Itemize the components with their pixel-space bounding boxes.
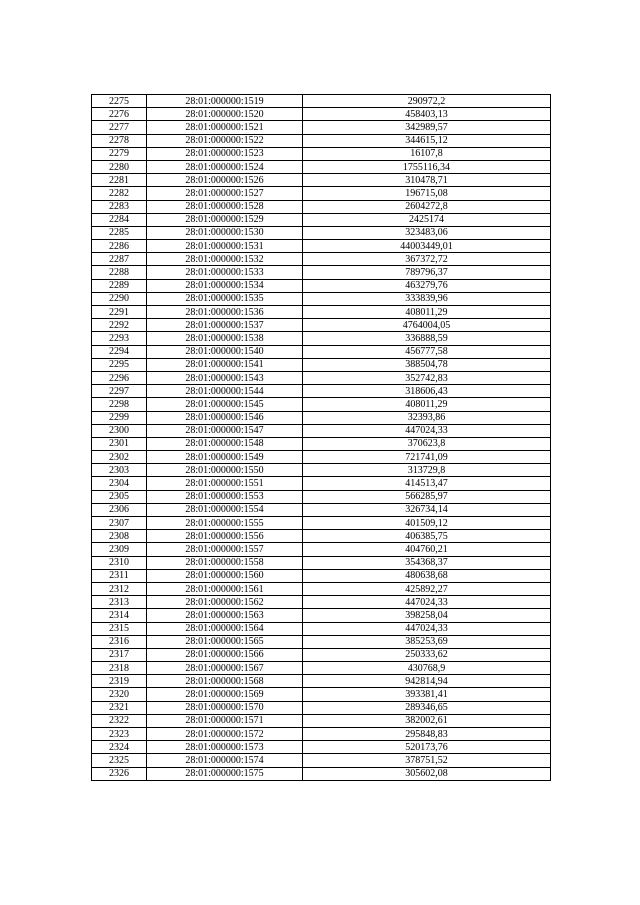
value-cell: 789796,37 [303, 266, 551, 279]
table-row [92, 741, 551, 754]
cadastral-number-cell: 28:01:000000:1547 [147, 424, 303, 437]
value-cell: 305602,08 [303, 767, 551, 780]
table-row [92, 662, 551, 675]
cadastral-number-cell: 28:01:000000:1557 [147, 543, 303, 556]
cadastral-number-cell: 28:01:000000:1553 [147, 490, 303, 503]
table-row [92, 332, 551, 345]
value-cell: 289346,65 [303, 701, 551, 714]
table-row [92, 596, 551, 609]
table-row [92, 424, 551, 437]
row-number-cell: 2310 [92, 556, 147, 569]
table-row [92, 701, 551, 714]
table-row [92, 147, 551, 160]
table-row [92, 253, 551, 266]
row-number-cell: 2279 [92, 147, 147, 160]
table-row [92, 174, 551, 187]
row-number-cell: 2308 [92, 530, 147, 543]
cadastral-number-cell: 28:01:000000:1541 [147, 358, 303, 371]
cadastral-number-cell: 28:01:000000:1543 [147, 371, 303, 384]
cadastral-number-cell: 28:01:000000:1535 [147, 292, 303, 305]
row-number-cell: 2309 [92, 543, 147, 556]
row-number-cell: 2312 [92, 582, 147, 595]
cadastral-number-cell: 28:01:000000:1558 [147, 556, 303, 569]
value-cell: 393381,41 [303, 688, 551, 701]
row-number-cell: 2322 [92, 714, 147, 727]
value-cell: 406385,75 [303, 530, 551, 543]
cadastral-number-cell: 28:01:000000:1520 [147, 108, 303, 121]
value-cell: 336888,59 [303, 332, 551, 345]
value-cell: 2425174 [303, 213, 551, 226]
table-row [92, 240, 551, 253]
cadastral-value-table [91, 94, 551, 781]
row-number-cell: 2323 [92, 728, 147, 741]
table-row [92, 121, 551, 134]
row-number-cell: 2293 [92, 332, 147, 345]
value-cell: 408011,29 [303, 306, 551, 319]
row-number-cell: 2315 [92, 622, 147, 635]
value-cell: 342989,57 [303, 121, 551, 134]
table-row [92, 266, 551, 279]
table-row [92, 292, 551, 305]
row-number-cell: 2284 [92, 213, 147, 226]
row-number-cell: 2305 [92, 490, 147, 503]
row-number-cell: 2278 [92, 134, 147, 147]
table-row [92, 451, 551, 464]
value-cell: 344615,12 [303, 134, 551, 147]
cadastral-number-cell: 28:01:000000:1536 [147, 306, 303, 319]
table-row [92, 385, 551, 398]
table-row [92, 279, 551, 292]
value-cell: 566285,97 [303, 490, 551, 503]
cadastral-number-cell: 28:01:000000:1565 [147, 635, 303, 648]
row-number-cell: 2319 [92, 675, 147, 688]
table-row [92, 108, 551, 121]
row-number-cell: 2311 [92, 569, 147, 582]
cadastral-number-cell: 28:01:000000:1571 [147, 714, 303, 727]
table-row [92, 134, 551, 147]
table-row [92, 728, 551, 741]
row-number-cell: 2275 [92, 95, 147, 108]
row-number-cell: 2295 [92, 358, 147, 371]
table-row [92, 398, 551, 411]
table-row [92, 517, 551, 530]
row-number-cell: 2321 [92, 701, 147, 714]
value-cell: 354368,37 [303, 556, 551, 569]
value-cell: 378751,52 [303, 754, 551, 767]
table-row [92, 411, 551, 424]
value-cell: 382002,61 [303, 714, 551, 727]
row-number-cell: 2313 [92, 596, 147, 609]
row-number-cell: 2296 [92, 371, 147, 384]
value-cell: 458403,13 [303, 108, 551, 121]
table-row [92, 675, 551, 688]
row-number-cell: 2281 [92, 174, 147, 187]
cadastral-number-cell: 28:01:000000:1575 [147, 767, 303, 780]
value-cell: 425892,27 [303, 582, 551, 595]
table-row [92, 767, 551, 780]
row-number-cell: 2291 [92, 306, 147, 319]
row-number-cell: 2286 [92, 240, 147, 253]
cadastral-number-cell: 28:01:000000:1537 [147, 319, 303, 332]
row-number-cell: 2276 [92, 108, 147, 121]
row-number-cell: 2324 [92, 741, 147, 754]
cadastral-number-cell: 28:01:000000:1524 [147, 160, 303, 173]
table-row [92, 213, 551, 226]
value-cell: 326734,14 [303, 503, 551, 516]
cadastral-number-cell: 28:01:000000:1556 [147, 530, 303, 543]
row-number-cell: 2280 [92, 160, 147, 173]
value-cell: 447024,33 [303, 622, 551, 635]
value-cell: 370623,8 [303, 437, 551, 450]
table-row [92, 160, 551, 173]
cadastral-number-cell: 28:01:000000:1521 [147, 121, 303, 134]
row-number-cell: 2277 [92, 121, 147, 134]
value-cell: 401509,12 [303, 517, 551, 530]
value-cell: 480638,68 [303, 569, 551, 582]
row-number-cell: 2325 [92, 754, 147, 767]
table-body [92, 95, 551, 781]
table-row [92, 582, 551, 595]
cadastral-number-cell: 28:01:000000:1526 [147, 174, 303, 187]
value-cell: 32393,86 [303, 411, 551, 424]
row-number-cell: 2314 [92, 609, 147, 622]
table-row [92, 306, 551, 319]
row-number-cell: 2299 [92, 411, 147, 424]
cadastral-number-cell: 28:01:000000:1573 [147, 741, 303, 754]
value-cell: 323483,06 [303, 226, 551, 239]
cadastral-number-cell: 28:01:000000:1567 [147, 662, 303, 675]
table-row [92, 543, 551, 556]
value-cell: 4764004,05 [303, 319, 551, 332]
cadastral-number-cell: 28:01:000000:1549 [147, 451, 303, 464]
value-cell: 196715,08 [303, 187, 551, 200]
cadastral-number-cell: 28:01:000000:1519 [147, 95, 303, 108]
value-cell: 318606,43 [303, 385, 551, 398]
table-row [92, 714, 551, 727]
value-cell: 520173,76 [303, 741, 551, 754]
value-cell: 295848,83 [303, 728, 551, 741]
row-number-cell: 2287 [92, 253, 147, 266]
table-row [92, 688, 551, 701]
table-row [92, 622, 551, 635]
table-row [92, 490, 551, 503]
cadastral-number-cell: 28:01:000000:1532 [147, 253, 303, 266]
cadastral-number-cell: 28:01:000000:1564 [147, 622, 303, 635]
value-cell: 16107,8 [303, 147, 551, 160]
value-cell: 44003449,01 [303, 240, 551, 253]
value-cell: 463279,76 [303, 279, 551, 292]
row-number-cell: 2289 [92, 279, 147, 292]
cadastral-number-cell: 28:01:000000:1533 [147, 266, 303, 279]
row-number-cell: 2298 [92, 398, 147, 411]
table-row [92, 319, 551, 332]
row-number-cell: 2307 [92, 517, 147, 530]
row-number-cell: 2297 [92, 385, 147, 398]
table-row [92, 187, 551, 200]
value-cell: 721741,09 [303, 451, 551, 464]
cadastral-number-cell: 28:01:000000:1538 [147, 332, 303, 345]
value-cell: 352742,83 [303, 371, 551, 384]
cadastral-number-cell: 28:01:000000:1534 [147, 279, 303, 292]
value-cell: 456777,58 [303, 345, 551, 358]
row-number-cell: 2290 [92, 292, 147, 305]
row-number-cell: 2326 [92, 767, 147, 780]
value-cell: 408011,29 [303, 398, 551, 411]
cadastral-number-cell: 28:01:000000:1561 [147, 582, 303, 595]
table-row [92, 477, 551, 490]
value-cell: 447024,33 [303, 424, 551, 437]
cadastral-number-cell: 28:01:000000:1522 [147, 134, 303, 147]
table-row [92, 371, 551, 384]
cadastral-number-cell: 28:01:000000:1563 [147, 609, 303, 622]
cadastral-number-cell: 28:01:000000:1548 [147, 437, 303, 450]
row-number-cell: 2317 [92, 648, 147, 661]
cadastral-number-cell: 28:01:000000:1551 [147, 477, 303, 490]
row-number-cell: 2282 [92, 187, 147, 200]
table-row [92, 503, 551, 516]
cadastral-number-cell: 28:01:000000:1569 [147, 688, 303, 701]
value-cell: 2604272,8 [303, 200, 551, 213]
cadastral-number-cell: 28:01:000000:1527 [147, 187, 303, 200]
value-cell: 398258,04 [303, 609, 551, 622]
value-cell: 414513,47 [303, 477, 551, 490]
cadastral-number-cell: 28:01:000000:1572 [147, 728, 303, 741]
cadastral-number-cell: 28:01:000000:1546 [147, 411, 303, 424]
table-row [92, 754, 551, 767]
value-cell: 385253,69 [303, 635, 551, 648]
cadastral-number-cell: 28:01:000000:1529 [147, 213, 303, 226]
value-cell: 942814,94 [303, 675, 551, 688]
cadastral-number-cell: 28:01:000000:1568 [147, 675, 303, 688]
row-number-cell: 2285 [92, 226, 147, 239]
table-row [92, 200, 551, 213]
row-number-cell: 2302 [92, 451, 147, 464]
cadastral-number-cell: 28:01:000000:1544 [147, 385, 303, 398]
cadastral-number-cell: 28:01:000000:1540 [147, 345, 303, 358]
row-number-cell: 2303 [92, 464, 147, 477]
value-cell: 310478,71 [303, 174, 551, 187]
table-row [92, 345, 551, 358]
table-row [92, 569, 551, 582]
value-cell: 430768,9 [303, 662, 551, 675]
row-number-cell: 2301 [92, 437, 147, 450]
table-row [92, 609, 551, 622]
row-number-cell: 2288 [92, 266, 147, 279]
cadastral-number-cell: 28:01:000000:1545 [147, 398, 303, 411]
row-number-cell: 2294 [92, 345, 147, 358]
table-row [92, 437, 551, 450]
value-cell: 290972,2 [303, 95, 551, 108]
cadastral-number-cell: 28:01:000000:1574 [147, 754, 303, 767]
table-row [92, 226, 551, 239]
row-number-cell: 2320 [92, 688, 147, 701]
cadastral-number-cell: 28:01:000000:1555 [147, 517, 303, 530]
value-cell: 388504,78 [303, 358, 551, 371]
value-cell: 404760,21 [303, 543, 551, 556]
value-cell: 250333,62 [303, 648, 551, 661]
table-row [92, 648, 551, 661]
cadastral-number-cell: 28:01:000000:1570 [147, 701, 303, 714]
value-cell: 333839,96 [303, 292, 551, 305]
row-number-cell: 2304 [92, 477, 147, 490]
cadastral-number-cell: 28:01:000000:1562 [147, 596, 303, 609]
row-number-cell: 2292 [92, 319, 147, 332]
cadastral-number-cell: 28:01:000000:1528 [147, 200, 303, 213]
value-cell: 1755116,34 [303, 160, 551, 173]
row-number-cell: 2318 [92, 662, 147, 675]
table-row [92, 358, 551, 371]
row-number-cell: 2283 [92, 200, 147, 213]
table-row [92, 530, 551, 543]
value-cell: 447024,33 [303, 596, 551, 609]
row-number-cell: 2306 [92, 503, 147, 516]
cadastral-number-cell: 28:01:000000:1531 [147, 240, 303, 253]
value-cell: 367372,72 [303, 253, 551, 266]
cadastral-number-cell: 28:01:000000:1530 [147, 226, 303, 239]
cadastral-number-cell: 28:01:000000:1566 [147, 648, 303, 661]
table-row [92, 556, 551, 569]
table-row [92, 635, 551, 648]
cadastral-number-cell: 28:01:000000:1554 [147, 503, 303, 516]
cadastral-number-cell: 28:01:000000:1550 [147, 464, 303, 477]
value-cell: 313729,8 [303, 464, 551, 477]
row-number-cell: 2300 [92, 424, 147, 437]
cadastral-number-cell: 28:01:000000:1523 [147, 147, 303, 160]
table-row [92, 464, 551, 477]
row-number-cell: 2316 [92, 635, 147, 648]
table-row [92, 95, 551, 108]
cadastral-number-cell: 28:01:000000:1560 [147, 569, 303, 582]
